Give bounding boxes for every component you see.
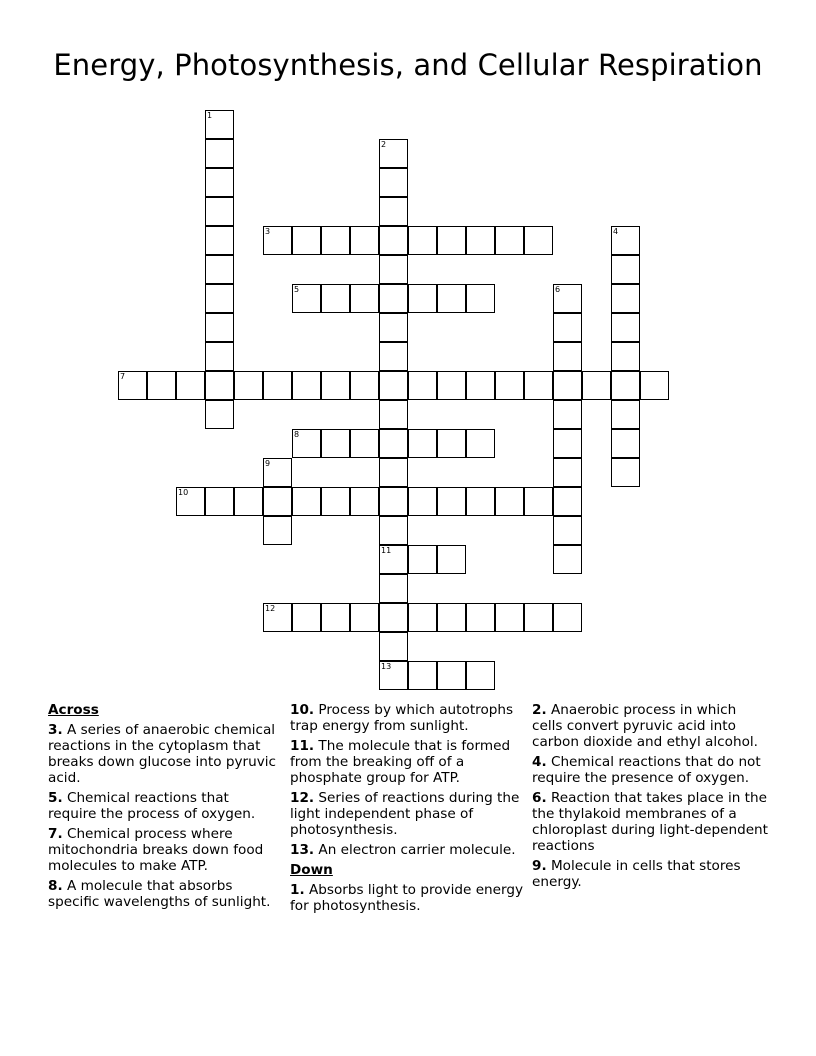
clue-down-4: 4. Chemical reactions that do not require the presence of oxygen.: [532, 754, 761, 786]
grid-cell[interactable]: [350, 487, 379, 516]
clue-across-8: 8. A molecule that absorbs specific wavelengths of sunlight.: [48, 878, 271, 910]
grid-cell[interactable]: [379, 545, 408, 574]
grid-cell[interactable]: [553, 400, 582, 429]
grid-cell[interactable]: [263, 458, 292, 487]
grid-cell[interactable]: [437, 429, 466, 458]
grid-cell[interactable]: [466, 226, 495, 255]
cell-number: 7: [120, 372, 126, 381]
clue-down-2: 2. Anaerobic process in which cells convert pyruvic acid into carbon dioxide and ethyl alcohol.: [532, 702, 758, 750]
grid-cell[interactable]: [524, 226, 553, 255]
grid-cell[interactable]: [321, 226, 350, 255]
grid-cell[interactable]: [466, 661, 495, 690]
grid-cell[interactable]: [437, 545, 466, 574]
across-header: Across: [48, 702, 99, 718]
grid-cell[interactable]: [350, 371, 379, 400]
grid-cell[interactable]: [379, 574, 408, 603]
grid-cell[interactable]: [292, 487, 321, 516]
clue-column-2: [290, 702, 526, 918]
grid-cell[interactable]: [553, 545, 582, 574]
grid-cell[interactable]: [292, 429, 321, 458]
grid-cell[interactable]: [611, 400, 640, 429]
grid-cell[interactable]: [437, 603, 466, 632]
grid-cell[interactable]: [640, 371, 669, 400]
grid-cell[interactable]: [234, 371, 263, 400]
grid-cell[interactable]: [524, 603, 553, 632]
cell-number: 10: [178, 488, 189, 497]
grid-cell[interactable]: [292, 226, 321, 255]
grid-cell[interactable]: [553, 342, 582, 371]
grid-cell[interactable]: [350, 226, 379, 255]
grid-cell[interactable]: [205, 284, 234, 313]
clue-across-11: 11. The molecule that is formed from the breaking off of a phosphate group for ATP.: [290, 738, 511, 786]
grid-cell[interactable]: [553, 603, 582, 632]
grid-cell[interactable]: [437, 284, 466, 313]
grid-cell[interactable]: [379, 313, 408, 342]
grid-cell[interactable]: [495, 487, 524, 516]
grid-cell[interactable]: [611, 313, 640, 342]
page-title: Energy, Photosynthesis, and Cellular Respiration: [53, 48, 763, 82]
cell-number: 1: [207, 111, 213, 120]
grid-cell[interactable]: [553, 313, 582, 342]
grid-cell[interactable]: [495, 371, 524, 400]
cell-number: 4: [613, 227, 619, 236]
grid-cell[interactable]: [379, 139, 408, 168]
grid-cell[interactable]: [466, 371, 495, 400]
cell-number: 13: [381, 662, 392, 671]
grid-cell[interactable]: [466, 603, 495, 632]
grid-cell[interactable]: [205, 139, 234, 168]
grid-cell[interactable]: [437, 371, 466, 400]
grid-cell[interactable]: [437, 226, 466, 255]
grid-cell[interactable]: [205, 400, 234, 429]
grid-cell[interactable]: [379, 487, 408, 516]
clue-across-5: 5. Chemical reactions that require the process of oxygen.: [48, 790, 256, 822]
clue-across-7: 7. Chemical process where mitochondria breaks down food molecules to make ATP.: [48, 826, 264, 874]
clue-column-1: [48, 702, 280, 914]
grid-cell[interactable]: [321, 429, 350, 458]
grid-cell[interactable]: [495, 226, 524, 255]
grid-cell[interactable]: [205, 255, 234, 284]
grid-cell[interactable]: [408, 226, 437, 255]
grid-cell[interactable]: [379, 400, 408, 429]
grid-cell[interactable]: [205, 168, 234, 197]
grid-cell[interactable]: [379, 371, 408, 400]
cell-number: 6: [555, 285, 561, 294]
grid-cell[interactable]: [466, 487, 495, 516]
grid-cell[interactable]: [611, 255, 640, 284]
grid-cell[interactable]: [466, 429, 495, 458]
grid-cell[interactable]: [205, 226, 234, 255]
grid-cell[interactable]: [582, 371, 611, 400]
cell-number: 8: [294, 430, 300, 439]
grid-cell[interactable]: [379, 284, 408, 313]
grid-cell[interactable]: [553, 516, 582, 545]
grid-cell[interactable]: [611, 371, 640, 400]
grid-cell[interactable]: [553, 487, 582, 516]
grid-cell[interactable]: [466, 284, 495, 313]
cell-number: 3: [265, 227, 271, 236]
grid-cell[interactable]: [553, 429, 582, 458]
clue-down-6: 6. Reaction that takes place in the the thylakoid membranes of a chloroplast during light-dependent reactions: [532, 790, 769, 854]
grid-cell[interactable]: [379, 226, 408, 255]
grid-cell[interactable]: [176, 487, 205, 516]
cell-number: 2: [381, 140, 387, 149]
grid-cell[interactable]: [408, 603, 437, 632]
grid-cell[interactable]: [205, 197, 234, 226]
grid-cell[interactable]: [321, 487, 350, 516]
grid-cell[interactable]: [263, 226, 292, 255]
clue-column-3: [532, 702, 768, 894]
grid-cell[interactable]: [553, 458, 582, 487]
cell-number: 11: [381, 546, 392, 555]
clue-across-10: 10. Process by which autotrophs trap energy from sunlight.: [290, 702, 514, 734]
grid-cell[interactable]: [205, 110, 234, 139]
clue-across-3: 3. A series of anaerobic chemical reactions in the cytoplasm that breaks down glucose into pyruvic acid.: [48, 722, 277, 786]
grid-cell[interactable]: [350, 603, 379, 632]
grid-cell[interactable]: [379, 603, 408, 632]
grid-cell[interactable]: [408, 284, 437, 313]
grid-cell[interactable]: [611, 429, 640, 458]
grid-cell[interactable]: [495, 603, 524, 632]
grid-cell[interactable]: [611, 342, 640, 371]
grid-cell[interactable]: [205, 313, 234, 342]
grid-cell[interactable]: [321, 284, 350, 313]
grid-cell[interactable]: [292, 284, 321, 313]
grid-cell[interactable]: [379, 458, 408, 487]
grid-cell[interactable]: [205, 371, 234, 400]
grid-cell[interactable]: [379, 197, 408, 226]
grid-cell[interactable]: [408, 371, 437, 400]
cell-number: 12: [265, 604, 276, 613]
grid-cell[interactable]: [437, 487, 466, 516]
grid-cell[interactable]: [263, 371, 292, 400]
clue-across-12: 12. Series of reactions during the light independent phase of photosynthesis.: [290, 790, 520, 838]
grid-cell[interactable]: [263, 603, 292, 632]
clue-down-9: 9. Molecule in cells that stores energy.: [532, 858, 741, 890]
cell-number: 5: [294, 285, 300, 294]
grid-cell[interactable]: [350, 284, 379, 313]
grid-cell[interactable]: [379, 255, 408, 284]
grid-cell[interactable]: [611, 226, 640, 255]
grid-cell[interactable]: [176, 371, 205, 400]
grid-cell[interactable]: [379, 342, 408, 371]
grid-cell[interactable]: [234, 487, 263, 516]
grid-cell[interactable]: [205, 342, 234, 371]
grid-cell[interactable]: [292, 371, 321, 400]
clue-across-13: 13. An electron carrier molecule.: [290, 842, 516, 858]
grid-cell[interactable]: [147, 371, 176, 400]
down-header: Down: [290, 862, 333, 878]
grid-cell[interactable]: [408, 487, 437, 516]
grid-cell[interactable]: [611, 284, 640, 313]
grid-cell[interactable]: [553, 284, 582, 313]
grid-cell[interactable]: [263, 487, 292, 516]
grid-cell[interactable]: [408, 661, 437, 690]
grid-cell[interactable]: [292, 603, 321, 632]
grid-cell[interactable]: [524, 487, 553, 516]
grid-cell[interactable]: [118, 371, 147, 400]
grid-cell[interactable]: [408, 429, 437, 458]
clue-down-1: 1. Absorbs light to provide energy for photosynthesis.: [290, 882, 524, 914]
grid-cell[interactable]: [437, 661, 466, 690]
grid-cell[interactable]: [321, 371, 350, 400]
grid-cell[interactable]: [263, 516, 292, 545]
grid-cell[interactable]: [379, 516, 408, 545]
grid-cell[interactable]: [379, 168, 408, 197]
grid-cell[interactable]: [321, 603, 350, 632]
grid-cell[interactable]: [553, 371, 582, 400]
grid-cell[interactable]: [379, 632, 408, 661]
grid-cell[interactable]: [524, 371, 553, 400]
grid-cell[interactable]: [205, 487, 234, 516]
grid-cell[interactable]: [379, 661, 408, 690]
cell-number: 9: [265, 459, 271, 468]
grid-cell[interactable]: [350, 429, 379, 458]
grid-cell[interactable]: [611, 458, 640, 487]
grid-cell[interactable]: [408, 545, 437, 574]
grid-cell[interactable]: [379, 429, 408, 458]
